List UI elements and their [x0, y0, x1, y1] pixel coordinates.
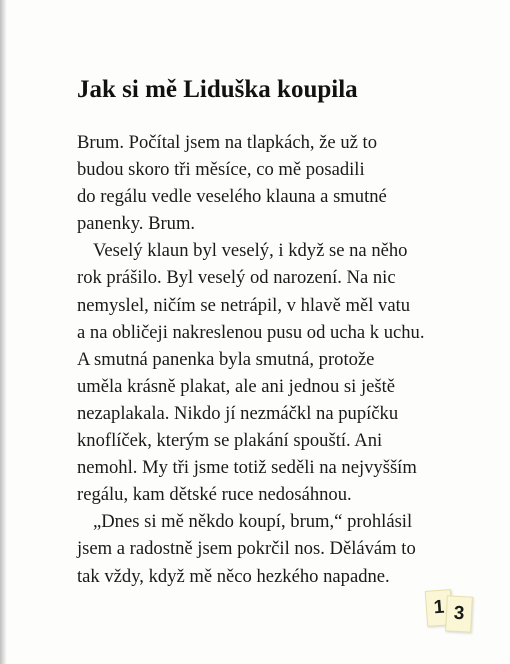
chapter-title: Jak si mě Liduška koupila — [77, 76, 358, 103]
page-number-digit-card: 3 — [445, 595, 473, 632]
text-line: panenky. Brum. — [77, 213, 196, 235]
text-line: rok prášilo. Byl veselý od narození. Na nic — [77, 267, 396, 289]
text-line: nemyslel, ničím se netrápil, v hlavě měl vatu — [77, 294, 411, 316]
paragraph-1 — [77, 129, 497, 237]
text-line: knoflíček, kterým se plakání spouští. Ani — [77, 430, 383, 452]
text-line: regálu, kam dětské ruce nedosáhnou. — [77, 484, 352, 506]
paragraph-3 — [77, 508, 497, 589]
text-line: tak vždy, když mě něco hezkého napadne. — [77, 565, 390, 587]
text-line: uměla krásně plakat, ale ani jednou si ještě — [77, 375, 396, 397]
text-line: Brum. Počítal jsem na tlapkách, že už to — [77, 132, 377, 153]
text-line: Veselý klaun byl veselý, i když se na něho — [93, 240, 408, 262]
text-line: nemohl. My tři jsme totiž seděli na nejvyšším — [77, 457, 417, 479]
text-line: a na obličeji nakreslenou pusu od ucha k uchu. — [77, 321, 425, 343]
text-line: „Dnes si mě někdo koupí, brum,“ prohlásil — [93, 511, 413, 533]
text-line: budou skoro tři měsíce, co mě posadili — [77, 159, 365, 181]
text-line: do regálu vedle veselého klauna a smutné — [77, 186, 387, 208]
page-binding-shadow — [0, 0, 7, 664]
text-line: A smutná panenka byla smutná, protože — [77, 348, 375, 370]
paragraph-2 — [77, 237, 497, 508]
page-number — [424, 590, 476, 634]
page-number-digit-card: 1 — [425, 589, 453, 627]
text-line: jsem a radostně jsem pokrčil nos. Dělávám to — [77, 538, 416, 560]
chapter-text — [77, 129, 497, 590]
text-line: nezaplakala. Nikdo jí nezmáčkl na pupíčku — [77, 402, 399, 424]
